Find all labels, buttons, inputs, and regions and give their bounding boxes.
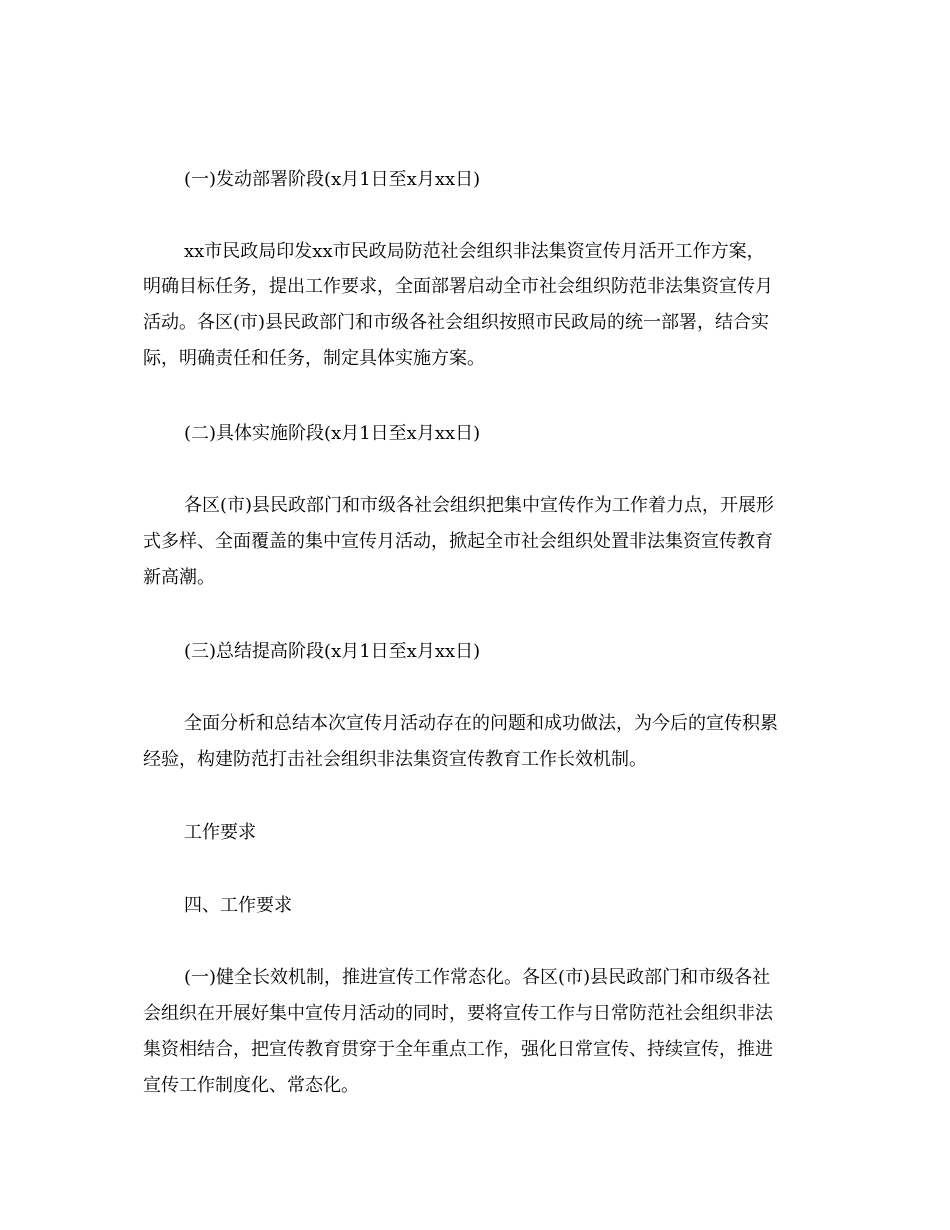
- stage2-body-line: 新高潮。: [143, 567, 215, 588]
- stage3-body-line: 全面分析和总结本次宣传月活动存在的问题和成功做法，为今后的宣传积累: [184, 713, 778, 734]
- stage3-heading: (三)总结提高阶段(x月1日至x月xx日): [184, 641, 481, 662]
- stage3-body-line: 经验，构建防范打击社会组织非法集资宣传教育工作长效机制。: [143, 749, 647, 770]
- stage1-body-line: 明确目标任务，提出工作要求，全面部署启动全市社会组织防范非法集资宣传月: [143, 276, 773, 297]
- req1-body-line: 集资相结合，把宣传教育贯穿于全年重点工作，强化日常宣传、持续宣传，推进: [143, 1039, 773, 1060]
- req1-body-line: 会组织在开展好集中宣传月活动的同时，要将宣传工作与日常防范社会组织非法: [143, 1003, 773, 1024]
- stage2-heading: (二)具体实施阶段(x月1日至x月xx日): [184, 423, 481, 444]
- stage1-body-line: 活动。各区(市)县民政部门和市级各社会组织按照市民政局的统一部署，结合实: [143, 312, 770, 333]
- stage2-body-line: 各区(市)县民政部门和市级各社会组织把集中宣传作为工作着力点，开展形: [184, 495, 775, 516]
- requirements-title: 工作要求: [184, 822, 256, 843]
- stage2-body-line: 式多样、全面覆盖的集中宣传月活动，掀起全市社会组织处置非法集资宣传教育: [143, 531, 773, 552]
- req1-body-line: (一)健全长效机制，推进宣传工作常态化。各区(市)县民政部门和市级各社: [184, 967, 771, 988]
- stage1-heading: (一)发动部署阶段(x月1日至x月xx日): [184, 169, 481, 190]
- section4-heading: 四、工作要求: [184, 895, 292, 916]
- stage1-body-line: 际，明确责任和任务，制定具体实施方案。: [143, 348, 485, 369]
- stage1-body-line: xx市民政局印发xx市民政局防范社会组织非法集资宣传月活开工作方案，: [184, 241, 765, 262]
- req1-body-line: 宣传工作制度化、常态化。: [143, 1075, 359, 1096]
